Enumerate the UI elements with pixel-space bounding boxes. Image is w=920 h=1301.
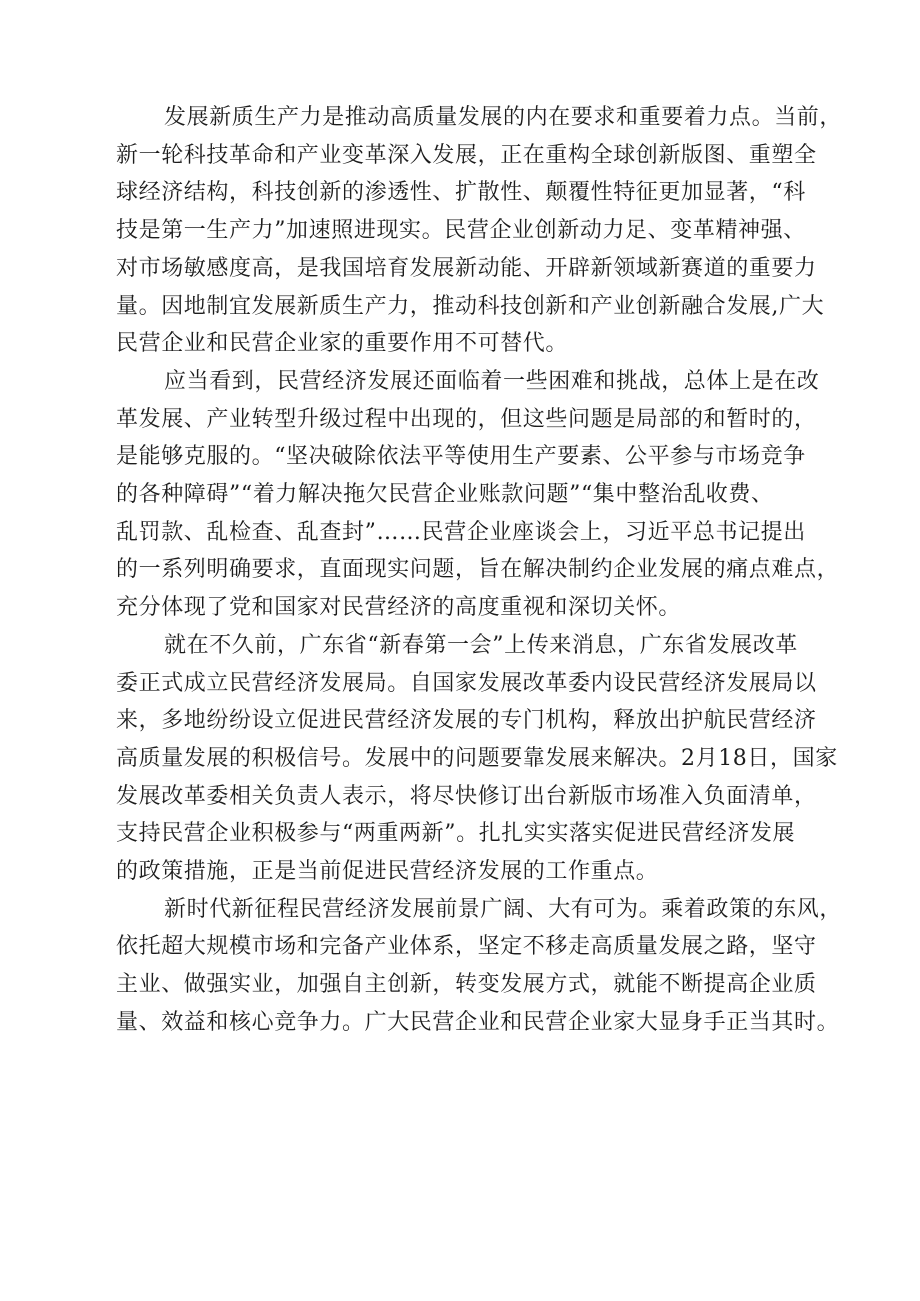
paragraph-4: 新时代新征程民营经济发展前景广阔、大有可为。乘着政策的东风， 依托超大规模市场和完备产业体系，坚定不移走高质量发展之路，坚守 主业、做强实业，加强自主创新，转变发展方式，就能不断提高企业质 量、效益和核心竞争力。广大民营企业和民营企业家大显身手正当其时。 bbox=[116, 896, 843, 1035]
paragraph-2: 应当看到，民营经济发展还面临着一些困难和挑战，总体上是在改 革发展、产业转型升级过程中出现的，但这些问题是局部的和暂时的， 是能够克服的。“坚决破除依法平等使用生产要素、公平参与市场竞争 的各种障碍”“着力解决拖欠民营企业账款问题”“集中整治乱收费、 乱罚款、乱检查、乱查封”……民营企业座谈会上，习近平总书记提出 的一系列明确要求，直面现实问题，旨在解决制约企业发展的痛点难点， 充分体现了党和国家对民营经济的高度重视和深切关怀。 bbox=[116, 368, 840, 621]
paragraph-1: 发展新质生产力是推动高质量发展的内在要求和重要着力点。当前， 新一轮科技革命和产业变革深入发展，正在重构全球创新版图、重塑全 球经济结构，科技创新的渗透性、扩散性、颠覆性特征更加显著，“科 技是第一生产力”加速照进现实。民营企业创新动力足、变革精神强、 对市场敏感度高，是我国培育发展新动能、开辟新领域新赛道的重要力 量。因地制宜发展新质生产力，推动科技创新和产业创新融合发展,广大 民营企业和民营企业家的重要作用不可替代。 bbox=[116, 105, 843, 357]
article-body bbox=[116, 99, 854, 1042]
paragraph-3: 就在不久前，广东省“新春第一会”上传来消息，广东省发展改革 委正式成立民营经济发展局。自国家发展改革委内设民营经济发展局以 来，多地纷纷设立促进民营经济发展的专门机构，释放出护航民营经济 高质量发展的积极信号。发展中的问题要靠发展来解决。2月18日，国家 发展改革委相关负责人表示，将尽快修订出台新版市场准入负面清单， 支持民营企业积极参与“两重两新”。扎扎实实落实促进民营经济发展 的政策措施，正是当前促进民营经济发展的工作重点。 bbox=[116, 632, 838, 885]
